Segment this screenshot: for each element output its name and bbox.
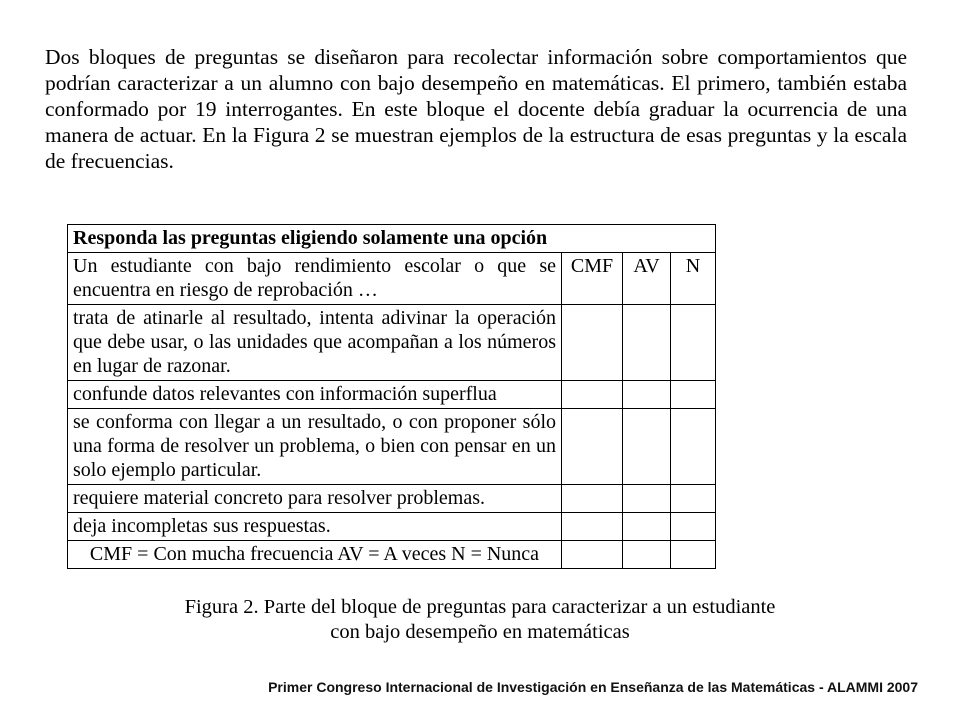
caption-line-1: Figura 2. Parte del bloque de preguntas para caracterizar a un estudiante bbox=[184, 596, 776, 618]
frequency-table bbox=[67, 224, 716, 569]
figure-caption bbox=[100, 595, 860, 645]
answer-cell-n[interactable] bbox=[671, 513, 716, 541]
table-legend-row bbox=[68, 541, 716, 569]
table-row bbox=[68, 305, 716, 381]
answer-cell-cmf[interactable] bbox=[562, 381, 623, 409]
answer-cell-cmf[interactable] bbox=[562, 513, 623, 541]
conference-footer: Primer Congreso Internacional de Investigación en Enseñanza de las Matemáticas - ALAMMI 2007 bbox=[268, 679, 918, 695]
answer-cell-cmf[interactable] bbox=[562, 409, 623, 485]
answer-cell-av[interactable] bbox=[623, 513, 671, 541]
question-item: se conforma con llegar a un resultado, o con proponer sólo una forma de resolver un problema, o bien con pensar en un solo ejemplo particular. bbox=[68, 409, 562, 485]
answer-cell-av[interactable] bbox=[623, 381, 671, 409]
legend-empty-cell bbox=[671, 541, 716, 569]
question-item: confunde datos relevantes con información superflua bbox=[68, 381, 562, 409]
legend-empty-cell bbox=[562, 541, 623, 569]
table-instruction: Responda las preguntas eligiendo solamente una opción bbox=[68, 225, 716, 253]
table-row bbox=[68, 513, 716, 541]
answer-cell-n[interactable] bbox=[671, 305, 716, 381]
answer-cell-n[interactable] bbox=[671, 409, 716, 485]
legend-empty-cell bbox=[623, 541, 671, 569]
question-item: requiere material concreto para resolver problemas. bbox=[68, 485, 562, 513]
column-header-n: N bbox=[671, 253, 716, 305]
answer-cell-av[interactable] bbox=[623, 305, 671, 381]
table-row bbox=[68, 409, 716, 485]
intro-paragraph: Dos bloques de preguntas se diseñaron para recolectar información sobre comportamientos que podrían caracterizar a un alumno con bajo desempeño en matemáticas. El primero, también estaba conformado por 19 interrogantes. En este bloque el docente debía graduar la ocurrencia de una manera de actuar. En la Figura 2 se muestran ejemplos de la estructura de esas preguntas y la escala de frecuencias. bbox=[45, 45, 907, 173]
question-stem: Un estudiante con bajo rendimiento escolar o que se encuentra en riesgo de reprobación … bbox=[68, 253, 562, 305]
scale-legend: CMF = Con mucha frecuencia AV = A veces N = Nunca bbox=[68, 541, 562, 569]
answer-cell-cmf[interactable] bbox=[562, 485, 623, 513]
answer-cell-av[interactable] bbox=[623, 409, 671, 485]
column-header-av: AV bbox=[623, 253, 671, 305]
table-header-row bbox=[68, 225, 716, 253]
answer-cell-n[interactable] bbox=[671, 381, 716, 409]
caption-line-2: con bajo desempeño en matemáticas bbox=[330, 621, 630, 643]
questionnaire-table bbox=[67, 224, 715, 569]
answer-cell-n[interactable] bbox=[671, 485, 716, 513]
answer-cell-cmf[interactable] bbox=[562, 305, 623, 381]
answer-cell-av[interactable] bbox=[623, 485, 671, 513]
column-header-cmf: CMF bbox=[562, 253, 623, 305]
question-item: trata de atinarle al resultado, intenta adivinar la operación que debe usar, o las unidades que acompañan a los números en lugar de razonar. bbox=[68, 305, 562, 381]
table-stem-row bbox=[68, 253, 716, 305]
question-item: deja incompletas sus respuestas. bbox=[68, 513, 562, 541]
table-row bbox=[68, 485, 716, 513]
table-row bbox=[68, 381, 716, 409]
